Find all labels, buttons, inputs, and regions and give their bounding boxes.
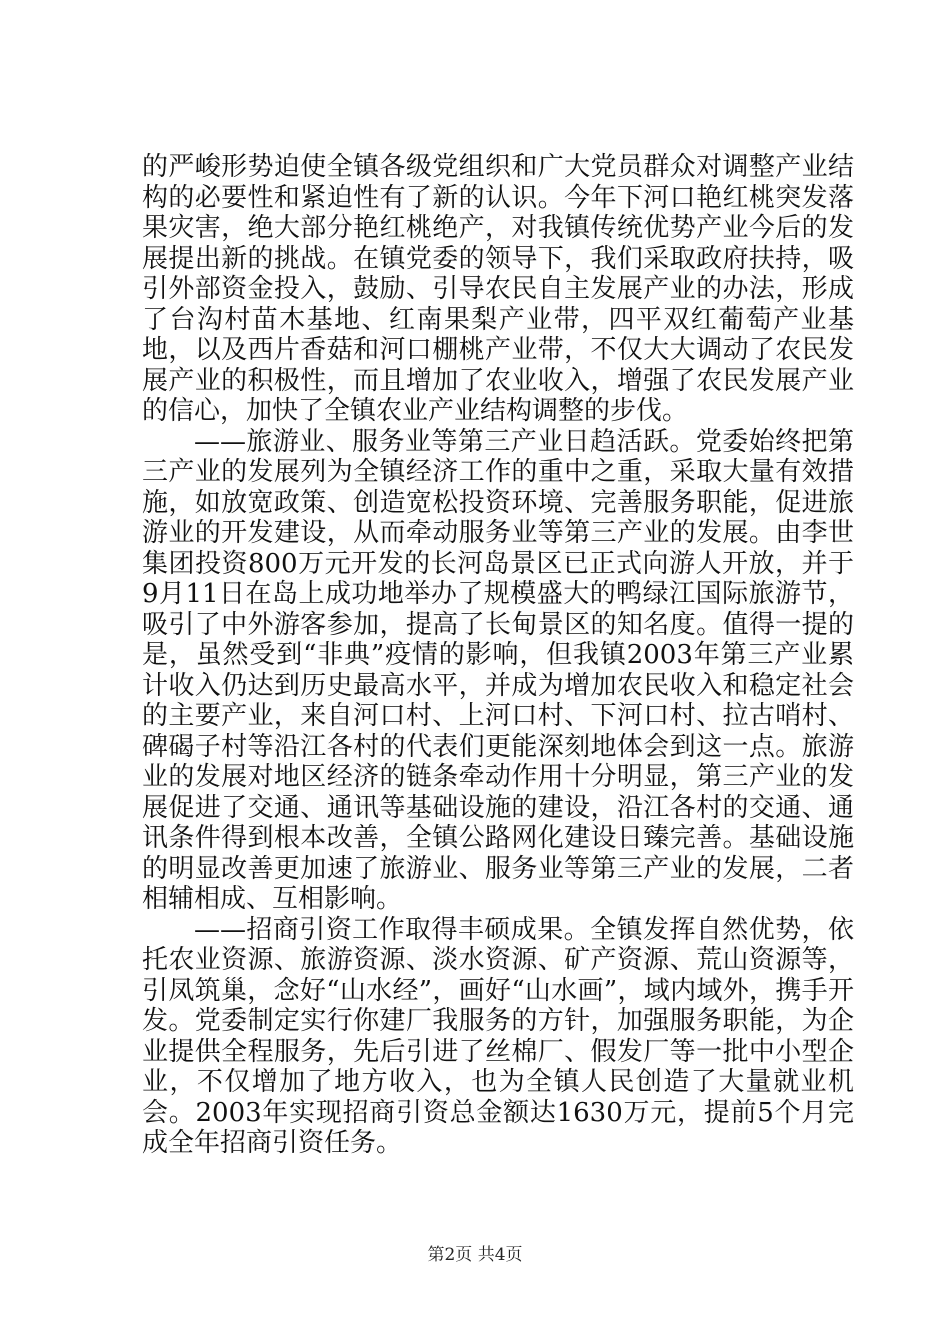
paragraph-investment: ——招商引资工作取得丰硕成果。全镇发挥自然优势，依托农业资源、旅游资源、淡水资源、矿产资源、荒山资源等，引凤筑巢，念好“山水经”，画好“山水画”，域内域外，携手开发。党委制定实行你建厂我服务的方针，加强服务职能，为企业提供全程服务，先后引进了丝棉厂、假发厂等一批中小型企业，不仅增加了地方收入，也为全镇人民创造了大量就业机会。2003年实现招商引资总金额达1630万元，提前5个月完成全年招商引资任务。	[142, 914, 854, 1158]
paragraph-industry-structure: 的严峻形势迫使全镇各级党组织和广大党员群众对调整产业结构的必要性和紧迫性有了新的认识。今年下河口艳红桃突发落果灾害，绝大部分艳红桃绝产，对我镇传统优势产业今后的发展提出新的挑战。在镇党委的领导下，我们采取政府扶持，吸引外部资金投入，鼓励、引导农民自主发展产业的办法，形成了台沟村苗木基地、红南果梨产业带，四平双红葡萄产业基地，以及西片香菇和河口棚桃产业带，不仅大大调动了农民发展产业的积极性，而且增加了农业收入，增强了农民发展产业的信心，加快了全镇农业产业结构调整的步伐。	[142, 152, 854, 426]
document-body	[142, 152, 854, 1159]
paragraph-tertiary-industry: ——旅游业、服务业等第三产业日趋活跃。党委始终把第三产业的发展列为全镇经济工作的重中之重，采取大量有效措施，如放宽政策、创造宽松投资环境、完善服务职能，促进旅游业的开发建设，从而牵动服务业等第三产业的发展。由李世集团投资800万元开发的长河岛景区已正式向游人开放，并于9月11日在岛上成功地举办了规模盛大的鸭绿江国际旅游节，吸引了中外游客参加，提高了长甸景区的知名度。值得一提的是，虽然受到“非典”疫情的影响，但我镇2003年第三产业累计收入仍达到历史最高水平，并成为增加农民收入和稳定社会的主要产业，来自河口村、上河口村、下河口村、拉古哨村、碑碣子村等沿江各村的代表们更能深刻地体会到这一点。旅游业的发展对地区经济的链条牵动作用十分明显，第三产业的发展促进了交通、通讯等基础设施的建设，沿江各村的交通、通讯条件得到根本改善，全镇公路网化建设日臻完善。基础设施的明显改善更加速了旅游业、服务业等第三产业的发展，二者相辅相成、互相影响。	[142, 426, 854, 914]
page-number-footer: 第2页 共4页	[427, 1245, 523, 1265]
